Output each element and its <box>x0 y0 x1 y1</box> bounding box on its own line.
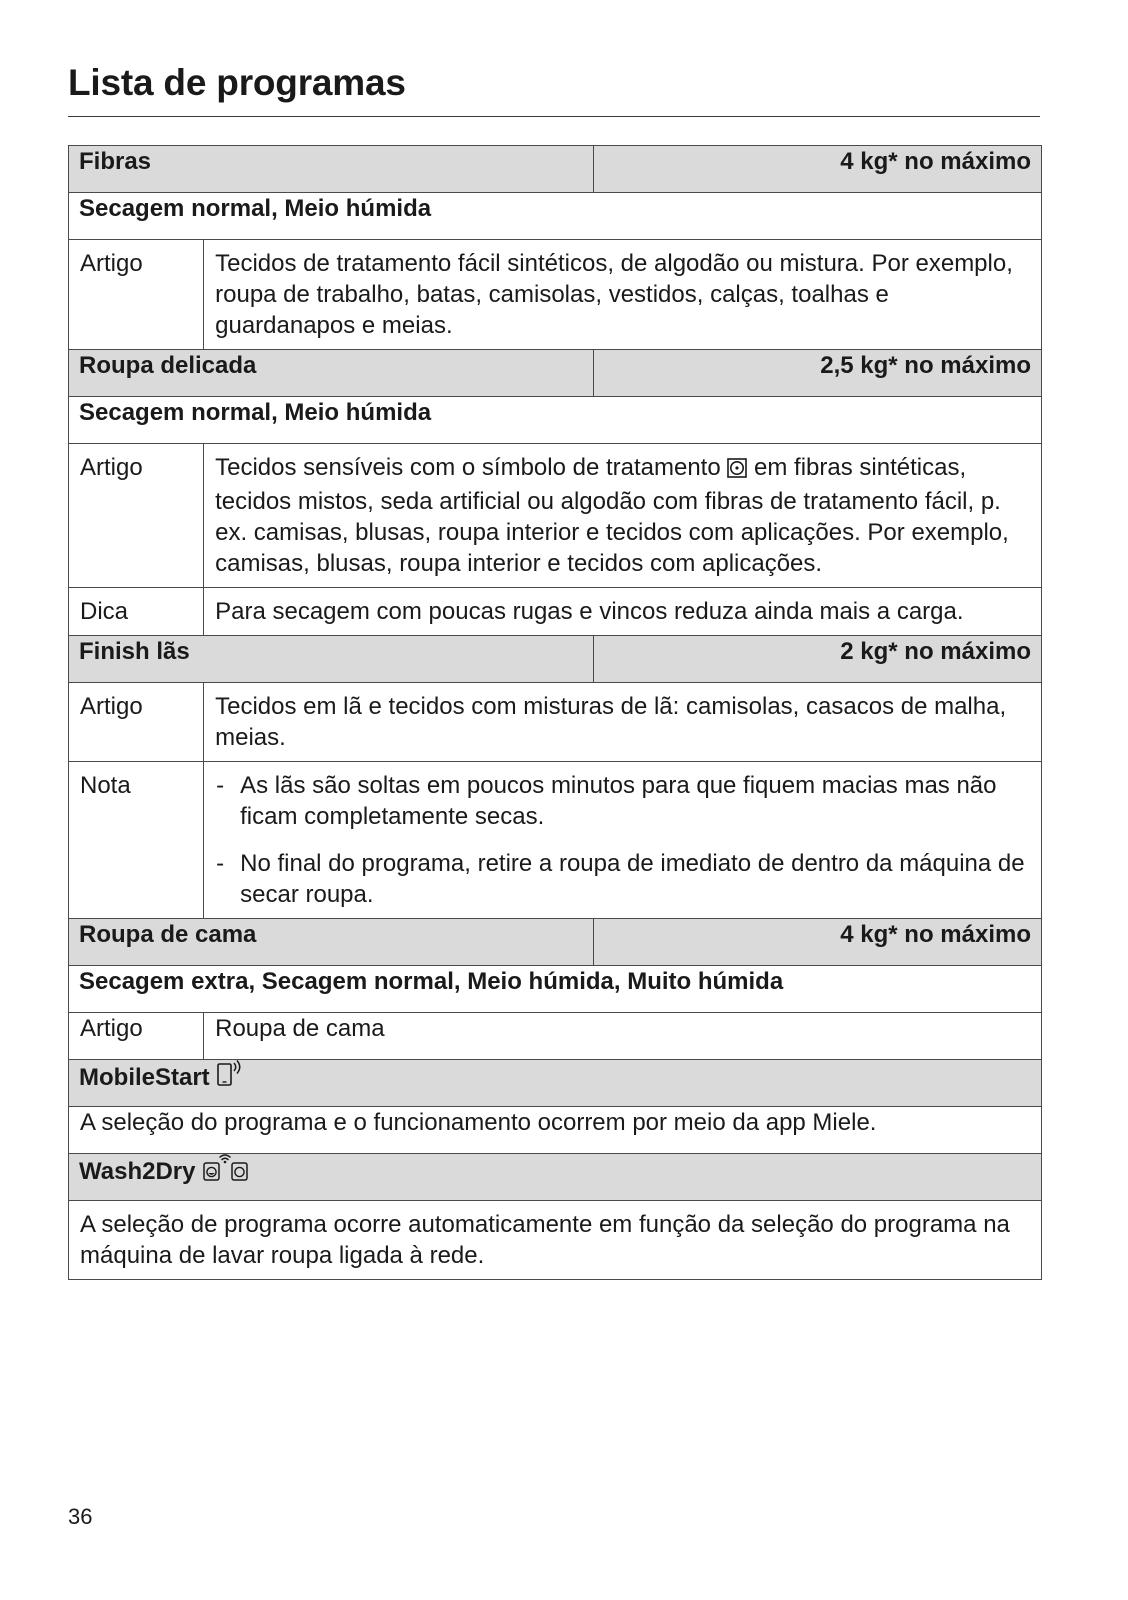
program-header-fibras <box>69 146 1042 193</box>
program-item-row <box>69 240 1042 350</box>
program-item-row <box>69 683 1042 762</box>
row-text-before: Tecidos sensíveis com o símbolo de tratamento <box>215 454 721 481</box>
wash2dry-icon <box>202 1154 260 1190</box>
program-header-finish-las <box>69 636 1042 683</box>
row-text <box>204 444 1042 588</box>
row-text: Roupa de cama <box>204 1013 1042 1060</box>
program-list-table <box>68 145 1042 1280</box>
program-tip-row <box>69 588 1042 636</box>
program-text: A seleção do programa e o funcionamento ocorrem por meio da app Miele. <box>69 1107 1042 1154</box>
row-text: Tecidos de tratamento fácil sintéticos, de algodão ou mistura. Por exemplo, roupa de trabalho, batas, camisolas, vestidos, calças, toalhas e guardanapos e meias. <box>204 240 1042 350</box>
program-capacity: 4 kg* no máximo <box>593 146 1041 193</box>
program-header-wash2dry <box>69 1154 1042 1201</box>
row-text: Para secagem com poucas rugas e vincos reduza ainda mais a carga. <box>204 588 1042 636</box>
tumble-dry-low-icon <box>727 455 747 486</box>
program-text-row <box>69 1107 1042 1154</box>
program-capacity: 4 kg* no máximo <box>593 919 1041 966</box>
note-item: - As lãs são soltas em poucos minutos para que fiquem macias mas não ficam completamente secas. <box>215 770 1031 832</box>
program-item-row <box>69 1013 1042 1060</box>
row-text: Tecidos em lã e tecidos com misturas de lã: camisolas, casacos de malha, meias. <box>204 683 1042 762</box>
program-text: A seleção de programa ocorre automaticamente em função da seleção do programa na máquina de lavar roupa ligada à rede. <box>69 1201 1042 1280</box>
program-capacity: 2,5 kg* no máximo <box>593 350 1041 397</box>
row-label: Artigo <box>69 240 204 350</box>
program-options: Secagem normal, Meio húmida <box>69 193 1042 240</box>
program-name: Fibras <box>69 146 594 193</box>
program-options-row <box>69 193 1042 240</box>
mobile-start-icon <box>216 1060 246 1096</box>
program-options-row <box>69 397 1042 444</box>
note-list <box>215 770 1031 910</box>
program-options-row <box>69 966 1042 1013</box>
row-label: Dica <box>69 588 204 636</box>
program-header-roupa-delicada <box>69 350 1042 397</box>
row-label: Nota <box>69 762 204 919</box>
program-name: Roupa delicada <box>69 350 594 397</box>
title-divider <box>68 116 1040 117</box>
program-name: Wash2Dry <box>79 1158 196 1185</box>
program-name: MobileStart <box>79 1064 210 1091</box>
note-item: - No final do programa, retire a roupa de imediato de dentro da máquina de secar roupa. <box>215 848 1031 910</box>
program-options: Secagem normal, Meio húmida <box>69 397 1042 444</box>
row-label: Artigo <box>69 1013 204 1060</box>
program-capacity: 2 kg* no máximo <box>593 636 1041 683</box>
note-list-cell <box>204 762 1042 919</box>
program-options: Secagem extra, Secagem normal, Meio húmida, Muito húmida <box>69 966 1042 1013</box>
page-number: 36 <box>68 1504 93 1529</box>
program-note-row <box>69 762 1042 919</box>
program-text-row <box>69 1201 1042 1280</box>
page-title: Lista de programas <box>68 62 406 103</box>
program-header-mobilestart <box>69 1060 1042 1107</box>
row-label: Artigo <box>69 444 204 588</box>
program-name: Roupa de cama <box>69 919 594 966</box>
program-header-roupa-de-cama <box>69 919 1042 966</box>
program-name-cell <box>69 1060 1042 1107</box>
program-name: Finish lãs <box>69 636 594 683</box>
row-label: Artigo <box>69 683 204 762</box>
program-name-cell <box>69 1154 1042 1201</box>
row-text-after: em fibras sintéticas, tecidos mistos, seda artificial ou algodão com fibras de tratamento fácil, p. ex. camisas, blusas, roupa interior e tecidos com aplicações. Por exemplo, camisas, blusas, roupa interior e tecidos com aplicações. <box>215 454 1009 577</box>
program-item-row <box>69 444 1042 588</box>
